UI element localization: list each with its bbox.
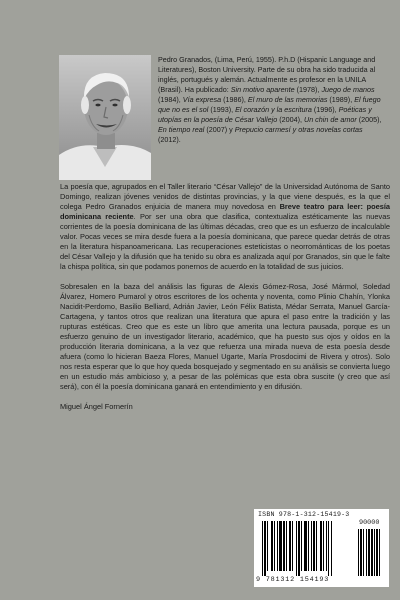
work-title: Vía expresa	[182, 95, 222, 104]
author-bio-text	[158, 55, 387, 145]
work-title: Sin motivo aparente	[230, 85, 295, 94]
work-title: Prepucio carmesí y otras novelas cortas	[234, 125, 363, 134]
author-portrait-icon	[59, 55, 151, 180]
author-bio	[158, 55, 387, 145]
bio-intro: Pedro Granados, (Lima, Perú, 1955). P.h.D (Hispanic Language and Literatures), Boston University. Parte de su obra ha sido traducida al inglés, portugués y alemán. Actualmente es profesor en la UNILA (Brasil). Ha publicado:	[158, 55, 376, 94]
addon-code: 90000	[359, 519, 380, 527]
work-title: Un chin de amor	[304, 115, 357, 124]
work-year: (2005),	[356, 115, 382, 124]
review-paragraph-1	[60, 182, 390, 272]
work-year: (1989),	[327, 95, 355, 104]
work-title: El corazón y la escritura	[235, 105, 312, 114]
work-year: (1993),	[208, 105, 236, 114]
ean-digits: 9 781312 154193	[256, 576, 330, 584]
isbn-number: ISBN 978-1-312-15419-3	[258, 511, 350, 518]
work-year: (1978),	[294, 85, 322, 94]
isbn-barcode	[254, 509, 389, 587]
author-photo	[59, 55, 151, 180]
work-title: Juego de manos	[321, 85, 375, 94]
work-title: En tiempo real	[158, 125, 205, 134]
review-text	[60, 182, 390, 422]
review-paragraph-2: Sobresalen en la baza del análisis las figuras de Alexis Gómez-Rosa, José Mármol, Soledad Álvarez, Homero Pumarol y otros escritores de los ochenta y noventa, como Plinio Chahín, Ylonka Nacidit-Perdomo, Basilio Belliard, Adrián Javier, León Félix Batista, Médar Serrata, Manuel García-Cartagena, y tantos otros que realizan una literatura que apura el paso entre la tradición y las rupturas estéticas. Creo que es este un libro que amerita una lectura pausada, porque es un esfuerzo genuino de un investigador literario, académico, que ha puesto sus ojos y oídos en la producción literaria dominicana, a la vez que refuerza una mirada nueva de esta poesía desde afuera (como lo hicieran Baeza Flores, Manuel Ugarte, María Prosdocimi de Rivera y otros). Solo nos resta esperar que lo que hoy queda bosquejado y segmentado en su análisis se convierta luego en un estudio más ambicioso y, a pesar de las polémicas que esta obra suscite (y creo que así será), con él la poesía dominicana ganará en entendimiento y en difusión.	[60, 282, 390, 391]
book-title: Breve teatro para leer: poesía dominicana reciente	[60, 202, 390, 221]
work-year: (2004),	[277, 115, 304, 124]
work-year: (2007) y	[204, 125, 235, 134]
review-text-span: . Por ser una obra que clasifica, contextualiza estéticamente las nuevas corrientes de la poesía dominicana de las últimas décadas, creo que es un esfuerzo de incalculable valor. Pocas veces se mira desde fuera a la poesía dominicana, que parece quedar detrás de otras en la literatura hispanoamericana. Las recuperaciones esteticistas o neorrománticas de los poetas del César Vallejo y la difusión que ha tenido su obra es analizada aquí por Granados, sin que le falte la chispa política, sin que podamos ponernos de acuerdo en la totalidad de sus juicios.	[60, 212, 391, 271]
work-title: Poéticas y utopías en la poesía de César Vallejo	[158, 105, 372, 124]
review-signature: Miguel Ángel Fornerín	[60, 402, 133, 411]
work-year: (2012).	[158, 135, 181, 144]
work-title: El fuego que no es el sol	[158, 95, 381, 114]
work-year: (1986),	[221, 95, 248, 104]
review-text-span: La poesía que, agrupados en el Taller literario “César Vallejo” de la Universidad Autónoma de Santo Domingo, realizan jóvenes venidos de distintas provincias, y la que viene después, es la que el colega Pedro Granados enjuicia de manera muy novedosa en	[60, 182, 390, 211]
work-year: (1996),	[311, 105, 339, 114]
work-title: El muro de las memorias	[247, 95, 328, 104]
ean-barcode-icon	[262, 521, 355, 576]
work-year: (1984),	[158, 95, 183, 104]
addon-barcode-icon	[358, 529, 386, 576]
